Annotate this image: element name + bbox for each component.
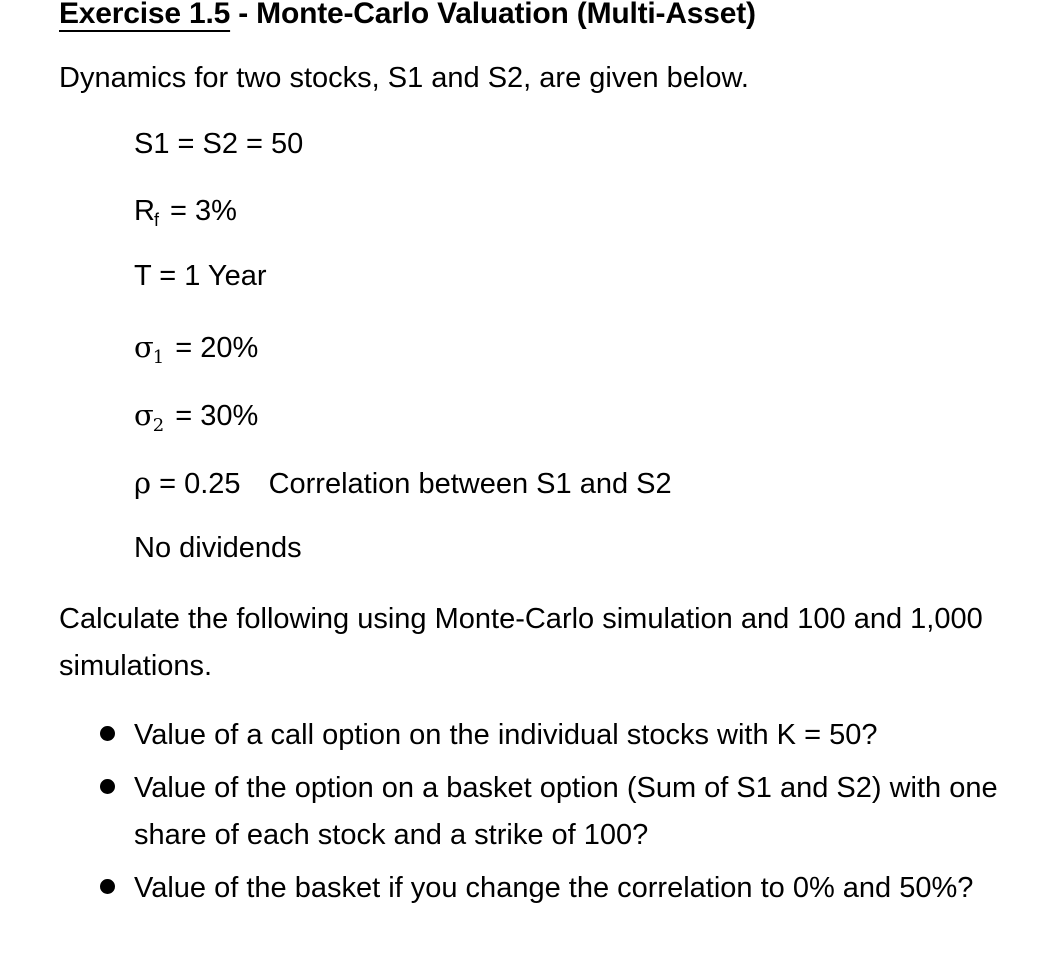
question-text-1: Value of a call option on the individual stocks with K = 50? bbox=[134, 719, 878, 751]
question-list bbox=[100, 712, 1040, 918]
intro-text: Dynamics for two stocks, S1 and S2, are given below. bbox=[59, 62, 749, 94]
instruction-text: Calculate the following using Monte-Carlo simulation and 100 and 1,000 simulations. bbox=[59, 603, 983, 682]
sigma1-symbol: σ bbox=[134, 330, 154, 364]
bullet-dot-icon bbox=[100, 726, 115, 741]
question-item-2 bbox=[100, 765, 1040, 859]
title-separator: - bbox=[230, 0, 257, 30]
param-correlation bbox=[134, 464, 672, 503]
param-risk-free-rate bbox=[134, 192, 237, 239]
param-sigma-1 bbox=[134, 328, 258, 377]
question-item-3 bbox=[100, 865, 1040, 912]
question-text-2: Value of the option on a basket option (Sum of S1 and S2) with one share of each stock and a strike of 100? bbox=[134, 772, 998, 851]
rho-note: Correlation between S1 and S2 bbox=[268, 468, 672, 500]
sigma2-subscript: 2 bbox=[152, 415, 165, 436]
rho-value: = 0.25 bbox=[151, 468, 241, 500]
bullet-dot-icon bbox=[100, 879, 115, 894]
param-sigma-2 bbox=[134, 396, 258, 445]
bullet-dot-icon bbox=[100, 779, 115, 794]
question-item-1 bbox=[100, 712, 1040, 759]
exercise-title bbox=[59, 0, 756, 34]
sigma2-value: = 30% bbox=[167, 400, 259, 432]
param-stock-prices: S1 = S2 = 50 bbox=[134, 128, 304, 160]
param-maturity: T = 1 Year bbox=[134, 260, 267, 292]
sigma2-symbol: σ bbox=[134, 398, 154, 432]
exercise-number: Exercise 1.5 bbox=[59, 0, 231, 30]
sigma1-subscript: 1 bbox=[152, 347, 165, 368]
sigma1-value: = 20% bbox=[167, 332, 259, 364]
question-text-3: Value of the basket if you change the correlation to 0% and 50%? bbox=[134, 872, 974, 904]
rho-symbol: ρ bbox=[134, 466, 152, 500]
rf-value: = 3% bbox=[161, 195, 237, 227]
param-dividends: No dividends bbox=[134, 532, 302, 564]
rf-symbol: R bbox=[134, 195, 155, 227]
rf-subscript: f bbox=[153, 210, 159, 230]
exercise-name: Monte-Carlo Valuation (Multi-Asset) bbox=[256, 0, 756, 30]
